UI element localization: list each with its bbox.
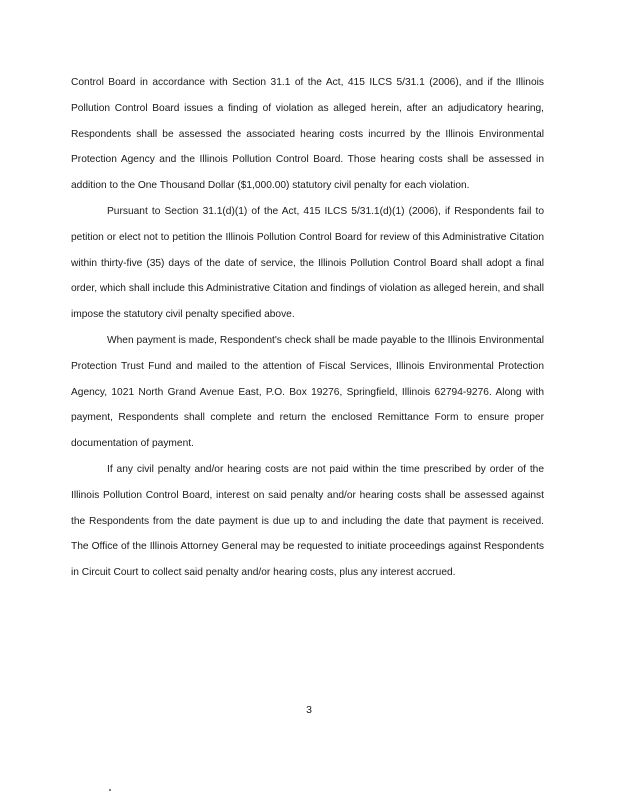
- paragraph-interest: If any civil penalty and/or hearing costs are not paid within the time prescribed by order of the Illinois Pollution Control Board, interest on said penalty and/or hearing costs shall be assessed against the Respondents from the date payment is due up to and including the date that payment is received. The Office of the Illinois Attorney General may be requested to initiate proceedings against Respondents in Circuit Court to collect said penalty and/or hearing costs, plus any interest accrued.: [71, 463, 544, 579]
- document-body: [71, 70, 544, 586]
- scan-artifact-dot: [109, 789, 111, 791]
- paragraph-final-order: Pursuant to Section 31.1(d)(1) of the Act, 415 ILCS 5/31.1(d)(1) (2006), if Respondents fail to petition or elect not to petition the Illinois Pollution Control Board for review of this Administrative Citation within thirty-five (35) days of the date of service, the Illinois Pollution Control Board shall adopt a final order, which shall include this Administrative Citation and findings of violation as alleged herein, and shall impose the statutory civil penalty specified above.: [71, 205, 544, 321]
- paragraph-hearing-costs: Control Board in accordance with Section 31.1 of the Act, 415 ILCS 5/31.1 (2006), and if the Illinois Pollution Control Board issues a finding of violation as alleged herein, after an adjudicatory hearing, Respondents shall be assessed the associated hearing costs incurred by the Illinois Environmental Protection Agency and the Illinois Pollution Control Board. Those hearing costs shall be assessed in addition to the One Thousand Dollar ($1,000.00) statutory civil penalty for each violation.: [71, 77, 544, 192]
- paragraph-payment-instructions: When payment is made, Respondent's check shall be made payable to the Illinois Environmental Protection Trust Fund and mailed to the attention of Fiscal Services, Illinois Environmental Protection Agency, 1021 North Grand Avenue East, P.O. Box 19276, Springfield, Illinois 62794-9276. Along with payment, Respondents shall complete and return the enclosed Remittance Form to ensure proper documentation of payment.: [71, 334, 544, 450]
- page-number: 3: [306, 704, 312, 716]
